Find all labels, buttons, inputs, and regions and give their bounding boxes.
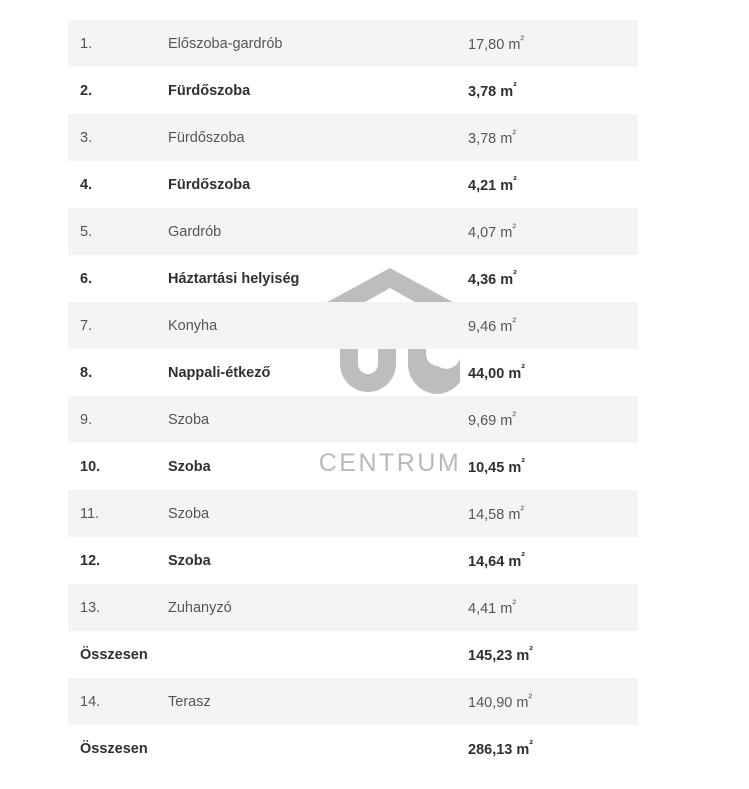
room-area-unit: ² xyxy=(512,222,517,235)
room-area xyxy=(468,316,638,335)
room-number: 14. xyxy=(80,693,101,710)
table-row xyxy=(68,67,638,114)
table-row xyxy=(68,396,638,443)
room-area-value: 9,69 m xyxy=(468,412,513,429)
room-number: 5. xyxy=(80,223,93,240)
room-area xyxy=(468,34,638,53)
room-area-value: 4,07 m xyxy=(468,224,513,241)
room-area-unit: ² xyxy=(513,81,517,94)
room-area-unit: ² xyxy=(520,504,525,517)
room-name: Szoba xyxy=(168,505,210,522)
room-number: 6. xyxy=(80,270,93,287)
room-name: Zuhanyzó xyxy=(168,599,232,616)
room-area-value: 286,13 m xyxy=(468,741,530,758)
room-table xyxy=(68,20,638,772)
room-name: Terasz xyxy=(168,693,211,710)
room-number: Összesen xyxy=(80,740,148,757)
room-area-unit: ² xyxy=(521,551,525,564)
room-area xyxy=(468,504,638,523)
table-row-total xyxy=(68,631,638,678)
room-area-value: 3,78 m xyxy=(468,83,514,100)
table-row xyxy=(68,678,638,725)
table-row xyxy=(68,302,638,349)
table-row xyxy=(68,20,638,67)
room-number: 11. xyxy=(80,505,100,522)
room-area-unit: ² xyxy=(529,645,533,658)
room-number: 8. xyxy=(80,364,93,381)
room-area xyxy=(468,692,638,711)
room-area-unit: ² xyxy=(512,316,517,329)
room-number: 3. xyxy=(80,129,93,146)
room-number: 4. xyxy=(80,176,93,193)
room-number: 9. xyxy=(80,411,93,428)
room-number: 12. xyxy=(80,552,101,569)
room-area-unit: ² xyxy=(513,269,517,282)
room-area-unit: ² xyxy=(528,692,533,705)
room-name: Fürdőszoba xyxy=(168,176,251,193)
room-number: 13. xyxy=(80,599,101,616)
room-area-value: 4,21 m xyxy=(468,177,514,194)
room-area xyxy=(468,81,638,100)
table-row xyxy=(68,490,638,537)
room-area-value: 10,45 m xyxy=(468,459,522,476)
room-area xyxy=(468,175,638,194)
room-number: Összesen xyxy=(80,646,148,663)
room-area-unit: ² xyxy=(512,410,517,423)
room-area-unit: ² xyxy=(512,598,517,611)
room-area xyxy=(468,363,638,382)
room-number: 10. xyxy=(80,458,101,475)
room-area-value: 4,36 m xyxy=(468,271,514,288)
room-area xyxy=(468,128,638,147)
room-area-value: 3,78 m xyxy=(468,130,513,147)
table-row xyxy=(68,114,638,161)
room-area-value: 14,64 m xyxy=(468,553,522,570)
room-area xyxy=(468,269,638,288)
room-name: Nappali-étkező xyxy=(168,364,271,381)
table-row xyxy=(68,584,638,631)
room-name: Szoba xyxy=(168,552,211,569)
room-number: 7. xyxy=(80,317,93,334)
room-area-unit: ² xyxy=(512,128,517,141)
room-area xyxy=(468,222,638,241)
room-area xyxy=(468,739,638,758)
table-row xyxy=(68,537,638,584)
room-area xyxy=(468,410,638,429)
room-area-value: 145,23 m xyxy=(468,647,530,664)
room-area-unit: ² xyxy=(521,363,525,376)
table-row xyxy=(68,208,638,255)
room-name: Szoba xyxy=(168,411,210,428)
room-area-value: 44,00 m xyxy=(468,365,522,382)
room-name: Konyha xyxy=(168,317,218,334)
room-area-unit: ² xyxy=(521,457,525,470)
room-name: Fürdőszoba xyxy=(168,129,245,146)
room-area-value: 14,58 m xyxy=(468,506,521,523)
table-row xyxy=(68,161,638,208)
room-area-value: 9,46 m xyxy=(468,318,513,335)
table-row xyxy=(68,255,638,302)
room-area-unit: ² xyxy=(529,739,533,752)
room-name: Fürdőszoba xyxy=(168,82,251,99)
room-name: Szoba xyxy=(168,458,211,475)
room-area-unit: ² xyxy=(513,175,517,188)
room-name: Előszoba-gardrób xyxy=(168,35,283,52)
room-area xyxy=(468,645,638,664)
room-area-value: 140,90 m xyxy=(468,694,529,711)
table-row xyxy=(68,349,638,396)
room-area-value: 17,80 m xyxy=(468,36,521,53)
table-row-total xyxy=(68,725,638,772)
room-number: 1. xyxy=(80,35,93,52)
room-number: 2. xyxy=(80,82,93,99)
watermark-line-2: CENTRUM xyxy=(318,449,462,477)
room-name: Gardrób xyxy=(168,223,222,240)
room-area xyxy=(468,457,638,476)
table-row xyxy=(68,443,638,490)
room-area xyxy=(468,551,638,570)
room-area-value: 4,41 m xyxy=(468,600,513,617)
room-area-unit: ² xyxy=(520,34,525,47)
room-name: Háztartási helyiség xyxy=(168,270,300,287)
room-area xyxy=(468,598,638,617)
